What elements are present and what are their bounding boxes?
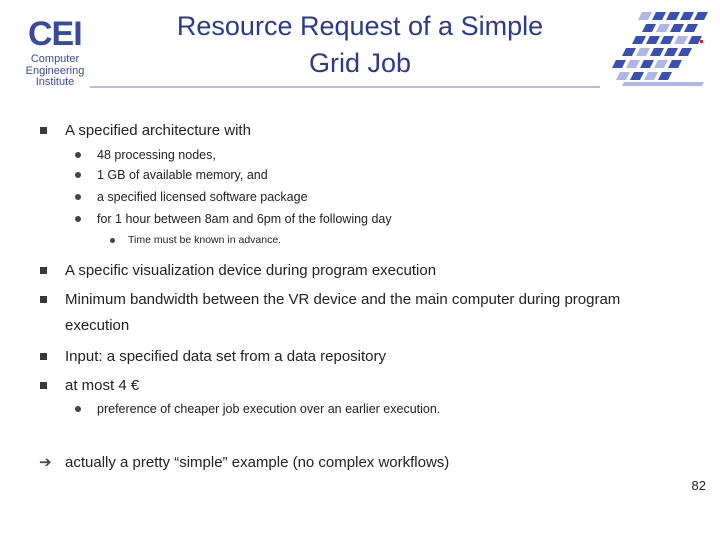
logo-subtitle [18, 54, 92, 89]
square-bullet-icon [40, 267, 47, 274]
sub-bullet-text: 1 GB of available memory, and [97, 168, 268, 182]
sub-sub-bullet-text: Time must be known in advance. [128, 234, 282, 246]
sub-bullet-text: 48 processing nodes, [97, 148, 216, 162]
sub-bullet-text: preference of cheaper job execution over an earlier execution. [97, 402, 441, 416]
round-bullet-icon [75, 406, 81, 412]
logo-mark: CEI [28, 15, 82, 53]
logo-line-3: Institute [35, 76, 75, 88]
round-bullet-icon [110, 238, 115, 243]
square-bullet-icon [40, 296, 47, 303]
conclusion-text: actually a pretty “simple” example (no complex workflows) [65, 454, 450, 471]
title-line-1: Resource Request of a Simple [176, 11, 544, 41]
cei-logo [18, 14, 92, 94]
bullet-text [65, 290, 685, 335]
bullet-text: at most 4 € [65, 377, 140, 394]
page-number: 82 [691, 478, 706, 493]
square-bullet-icon [40, 127, 47, 134]
square-bullet-icon [40, 353, 47, 360]
square-bullet-icon [40, 382, 47, 389]
bullet-text-line-1: Minimum bandwidth between the VR device and the main computer during program [65, 291, 621, 308]
logo-line-2: Engineering [25, 64, 85, 77]
round-bullet-icon [75, 172, 81, 178]
bullet-text-line-2: execution [65, 317, 130, 334]
title-line-2: Grid Job [308, 48, 412, 78]
round-bullet-icon [75, 194, 81, 200]
title-divider [90, 86, 600, 88]
slide-title [120, 8, 600, 82]
right-arrow-icon: ➔ [39, 454, 52, 471]
sub-bullet-text: a specified licensed software package [97, 190, 308, 204]
bullet-text: A specified architecture with [65, 122, 251, 139]
bullet-text: A specific visualization device during program execution [65, 262, 437, 279]
round-bullet-icon [75, 216, 81, 222]
sub-bullet-text: for 1 hour between 8am and 6pm of the following day [97, 212, 392, 226]
bullet-text: Input: a specified data set from a data repository [65, 348, 387, 365]
grid-logo-icon [612, 8, 710, 90]
logo-line-1: Computer [30, 53, 80, 65]
round-bullet-icon [75, 152, 81, 158]
